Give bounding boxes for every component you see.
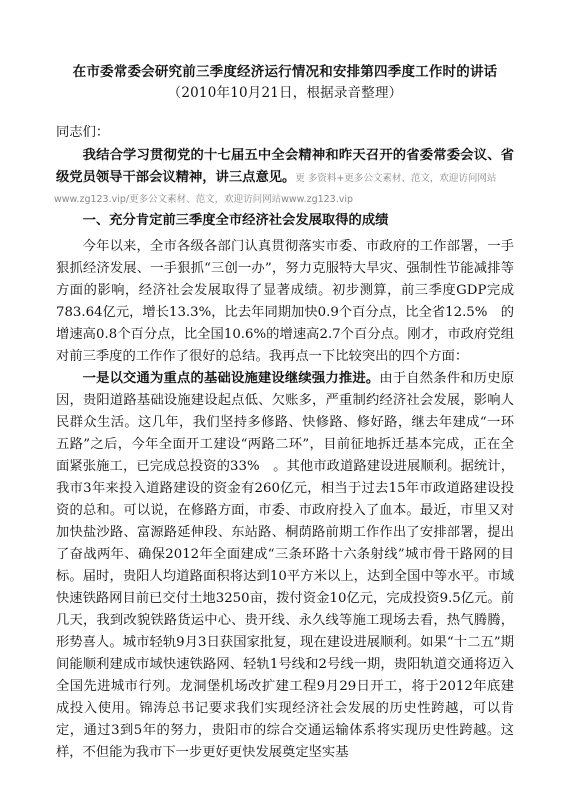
paragraph-infrastructure-lead: 一是以交通为重点的基础设施建设继续强力推进。 <box>82 371 380 386</box>
document-subtitle: （2010年10月21日，根据录音整理） <box>167 85 403 101</box>
salutation: 同志们： <box>56 125 110 140</box>
document-title: 在市委常委会研究前三季度经济运行情况和安排第四季度工作时的讲话 <box>72 64 498 80</box>
paragraph-achievements: 今年以来，全市各级各部门认真贯彻落实市委、市政府的工作部署，一手狠抓经济发展、一手狠抓“三创一办”，努力克服特大旱灾、强制性节能减排等方面的影响，经济社会发展取得了显著成绩。初步测算，前三季度GDP完成783.64亿元，增长13.3%，比去年同期加快0.9个百分点，比全省12.5% 的增速高0.8个百分点，比全国10.6%的增速高2.7个百分点。刚才，市政府党组对前三季度的工作作了很好的总结。我再点一下比较突出的四个方面： <box>56 239 514 364</box>
section-heading-1: 一、充分肯定前三季度全市经济社会发展取得的成绩 <box>82 213 389 228</box>
paragraph-intro <box>56 145 514 190</box>
document-body <box>56 121 514 764</box>
paragraph-infrastructure <box>56 368 514 764</box>
paragraph-intro-text: 我结合学习贯彻党的十七届五中全会精神和昨天召开的省委常委会议、省级党员领导干部会议精神，讲三点意见。 <box>56 148 514 185</box>
watermark-line: www.zg123.vip/更多公文素材、范文，欢迎访问网站www.zg123.vip <box>54 194 354 205</box>
paragraph-infrastructure-text: 由于自然条件和历史原因，贵阳道路基础设施建设起点低、欠账多，严重制约经济社会发展，影响人民群众生活。这几年，我们坚持多修路、快修路、修好路，继去年建成“一环五路”之后，今年全面开工建设“两路二环”，目前征地拆迁基本完成，正在全面紧张施工，已完成总投资的33% 。其他市政道路建设进展顺利。据统计，我市3年来投入道路建设的资金有260亿元，相当于过去15年市政道路建设投资的总和。可以说，在修路方面，市委、市政府投入了血本。最近，市里又对加快盐沙路、富源路延伸段、东站路、桐荫路前期工作作出了安排部署，提出了奋战两年、确保2012年全面建成“三条环路十六条射线”城市骨干路网的目标。届时，贵阳人均道路面积将达到10平方米以上，达到全国中等水平。市域快速铁路网目前已交付土地3250亩，拨付资金10亿元，完成投资9.5亿元。前几天，我到改貌铁路货运中心、贵开线、永久线等施工现场去看，热气腾腾，形势喜人。城市轻轨9月3日获国家批复，现在建设进展顺利。如果“十二五”期间能顺利建成市域快速铁路网、轻轨1号线和2号线一期，贵阳轨道交通将迈入全国先进城市行列。龙洞堡机场改扩建工程9月29日开工，将于2012年底建成投入使用。锦涛总书记要求我们实现经济社会发展的历史性跨越，可以肯定，通过3到5年的努力，贵阳市的综合交通运输体系将实现历史性跨越。这样，不但能为我市下一步更好更快发展奠定坚实基 <box>56 371 515 760</box>
watermark-inline: 更 多资料+更多公文素材、范文，欢迎访问网站 <box>295 173 497 184</box>
